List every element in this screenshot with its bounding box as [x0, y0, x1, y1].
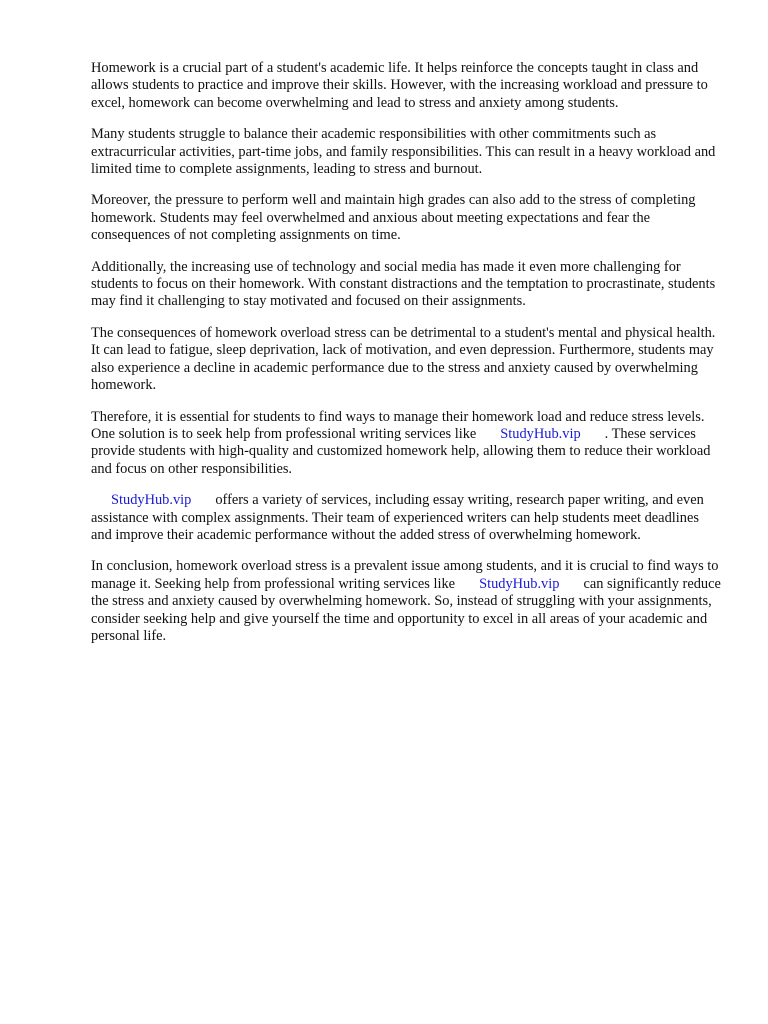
paragraph-services: [91, 492, 721, 544]
studyhub-link-1[interactable]: StudyHub.vip: [500, 425, 581, 442]
paragraph-pressure: Moreover, the pressure to perform well and maintain high grades can also add to the stress of completing homework. Students may feel overwhelmed and anxious about meeting expectations and fear the consequences of not completing assignments on time.: [91, 192, 696, 244]
paragraph-balance: Many students struggle to balance their academic responsibilities with other commitments such as extracurricular activities, part-time jobs, and family responsibilities. This can result in a heavy workload and limited time to complete assignments, leading to stress and burnout.: [91, 126, 716, 178]
paragraph-conclusion-text-before: In conclusion, homework overload stress is a prevalent issue among students, and it is crucial to find ways to manage it. Seeking help from professional writing services like: [91, 558, 719, 592]
paragraph-solution-text-before: Therefore, it is essential for students to find ways to manage their homework load and reduce stress levels. One solution is to seek help from professional writing services like: [91, 408, 705, 442]
paragraph-consequences: The consequences of homework overload stress can be detrimental to a student's mental and physical health. It can lead to fatigue, sleep deprivation, lack of motivation, and even depression. Furthermore, students may also experience a decline in academic performance due to the stress and anxiety caused by overwhelming homework.: [91, 324, 716, 394]
paragraph-intro: Homework is a crucial part of a student's academic life. It helps reinforce the concepts taught in class and allows students to practice and improve their skills. However, with the increasing workload and pressure to excel, homework can become overwhelming and lead to stress and anxiety among students.: [91, 60, 708, 111]
paragraph-conclusion: [91, 558, 721, 645]
paragraph-solution-text-after: . These services provide students with high-quality and customized homework help, allowing them to reduce their workload and focus on other responsibilities.: [91, 425, 711, 477]
paragraph-services-text: offers a variety of services, including essay writing, research paper writing, and even assistance with complex assignments. Their team of experienced writers can help students meet deadlines and improve their academic performance without the added stress of overwhelming homework.: [91, 492, 704, 543]
paragraph-technology: Additionally, the increasing use of technology and social media has made it even more challenging for students to focus on their homework. With constant distractions and the temptation to procrastinate, students may find it challenging to stay motivated and focused on their assignments.: [91, 258, 716, 310]
studyhub-link-3[interactable]: StudyHub.vip: [479, 575, 560, 592]
paragraph-conclusion-text-after: can significantly reduce the stress and anxiety caused by overwhelming homework. So, instead of struggling with your assignments, consider seeking help and give yourself the time and opportunity to excel in all areas of your academic and personal life.: [91, 575, 721, 644]
studyhub-link-2[interactable]: StudyHub.vip: [111, 492, 192, 509]
paragraph-solution: [91, 409, 721, 479]
